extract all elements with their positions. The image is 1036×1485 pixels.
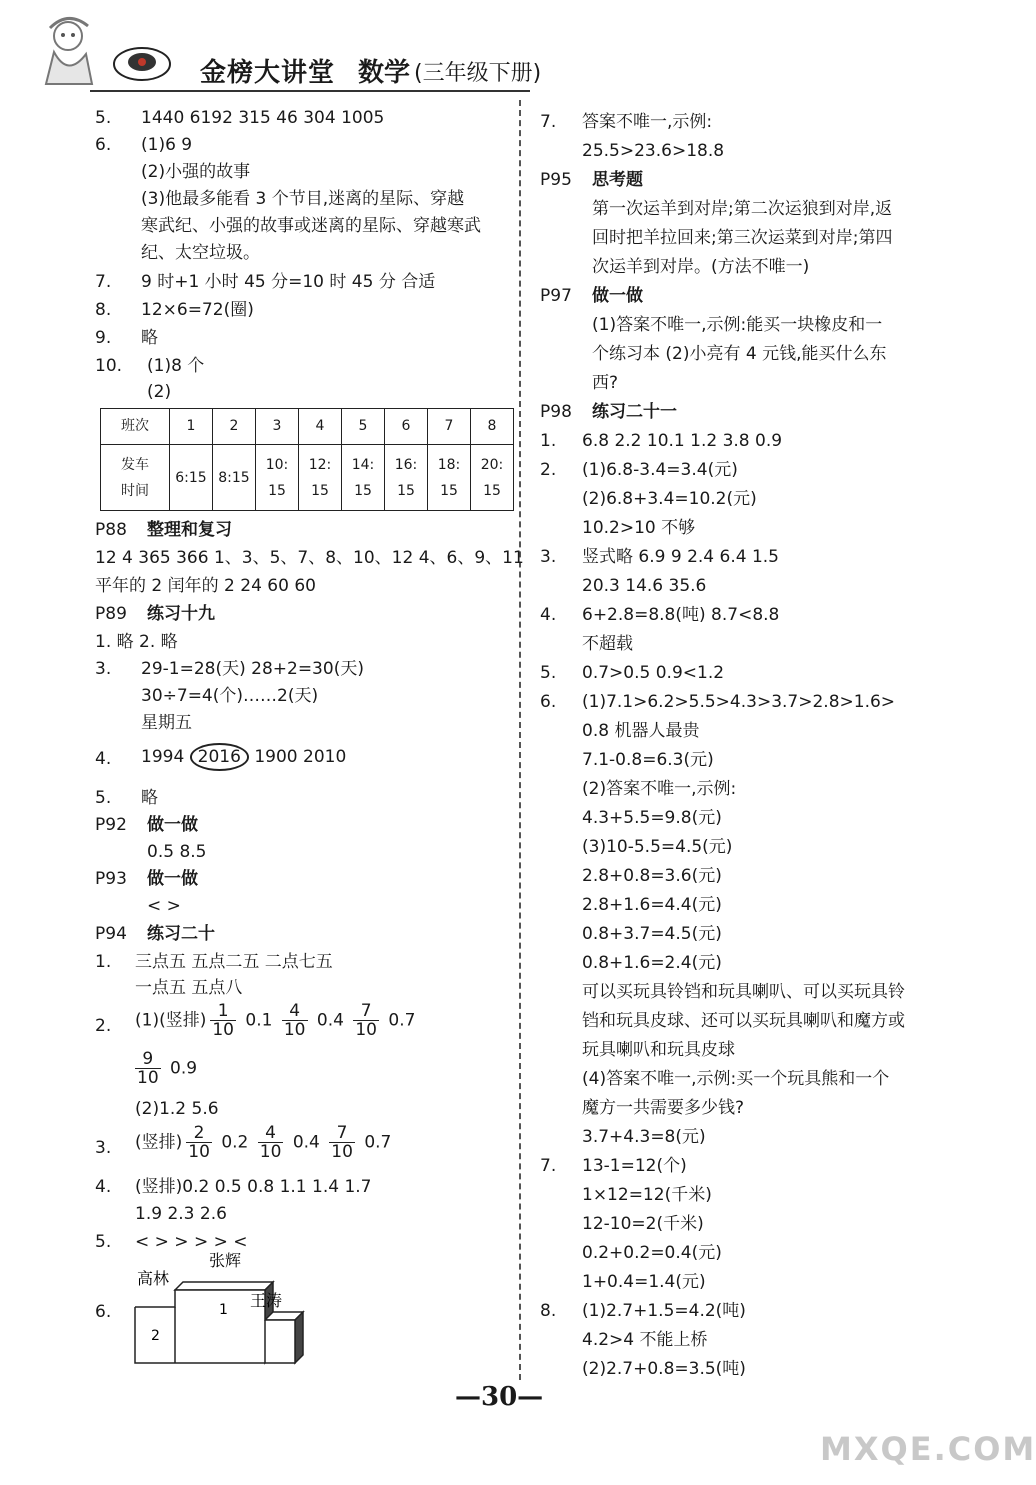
time-line: 15: [354, 482, 372, 499]
watermark: MXQE.COM: [820, 1430, 1036, 1468]
page-reference: P98: [540, 402, 572, 422]
denominator: 10: [137, 1068, 159, 1088]
table-label-line: 时间: [121, 482, 149, 499]
question-number: 7.: [540, 1156, 557, 1176]
section-heading: 练习二十: [147, 924, 215, 944]
question-number: 5.: [95, 1232, 112, 1252]
fraction: [282, 1002, 308, 1039]
time-line: 6:15: [175, 469, 207, 486]
table-cell: [385, 445, 428, 511]
answer-line: (1)6.8-3.4=3.4(元): [582, 460, 738, 480]
page-reference: P97: [540, 286, 572, 306]
answer-line: 13-1=12(个): [582, 1156, 687, 1176]
answer-line: (2)2.7+0.8=3.5(吨): [582, 1359, 746, 1379]
time-line: 16:: [394, 456, 418, 473]
answer-line: 20.3 14.6 35.6: [582, 576, 707, 596]
question-number: 7.: [95, 272, 112, 292]
answer-line: 30÷7=4(个)……2(天): [141, 686, 319, 706]
question-number: 5.: [95, 108, 112, 128]
decimal-value: 0.9: [170, 1058, 198, 1079]
decimal-value: 0.7: [364, 1132, 392, 1153]
answer-line: (4)答案不唯一,示例:买一个玩具熊和一个: [582, 1069, 890, 1089]
fraction: [135, 1050, 161, 1087]
answer-line: 3.7+4.3=8(元): [582, 1127, 706, 1147]
mascot-illustration: [30, 8, 110, 88]
page-reference: P95: [540, 170, 572, 190]
answer-line: 4.3+5.5=9.8(元): [582, 808, 722, 828]
eye-logo-icon: [112, 46, 172, 82]
answer-line: 12 4 365 366 1、3、5、7、8、10、12 4、6、9、11: [95, 548, 524, 568]
answer-line: 不超载: [582, 634, 633, 654]
question-number: 9.: [95, 328, 112, 348]
section-heading: 做一做: [592, 286, 643, 306]
answer-line: 一点五 五点八: [135, 978, 243, 998]
bus-schedule-table: [100, 408, 514, 511]
table-cell: [170, 445, 213, 511]
fraction-answer-line: [131, 1050, 197, 1087]
time-line: 10:: [265, 456, 289, 473]
question-number: 7.: [540, 112, 557, 132]
answer-line: 0.5 8.5: [147, 842, 207, 862]
denominator: 10: [259, 1142, 282, 1162]
time-line: 20:: [480, 456, 504, 473]
question-number: 6.: [95, 135, 112, 155]
answer-line: 三点五 五点二五 二点七五: [135, 952, 333, 972]
table-cell: [428, 445, 471, 511]
answer-line: 个练习本 (2)小亮有 4 元钱,能买什么东: [592, 344, 887, 364]
table-cell: 6: [385, 409, 428, 445]
answer-line: 9 时+1 小时 45 分=10 时 45 分 合适: [141, 272, 436, 292]
answer-prefix: (1)(竖排): [135, 1010, 207, 1031]
table-header-cell: 班次: [101, 409, 170, 445]
page-number: —30—: [455, 1382, 544, 1412]
fraction-answer-line: [135, 1124, 391, 1161]
question-number: 6.: [540, 692, 557, 712]
table-cell: 1: [170, 409, 213, 445]
answer-line: 12×6=72(圈): [141, 300, 254, 320]
answer-line: (1)6 9: [141, 135, 193, 155]
table-cell: [342, 445, 385, 511]
answer-line: 10.2>10 不够: [582, 518, 696, 538]
denominator: 10: [283, 1020, 306, 1040]
time-line: 15: [397, 482, 415, 499]
question-number: 3.: [95, 1138, 112, 1158]
answer-line: < > > > > <: [135, 1232, 248, 1252]
section-heading: 做一做: [147, 869, 198, 889]
answer-line: 0.8+3.7=4.5(元): [582, 924, 722, 944]
podium-place-1: 1: [219, 1302, 228, 1318]
decimal-value: 0.2: [221, 1132, 249, 1153]
answer-line: 西?: [592, 373, 619, 393]
podium-place-3: 3: [275, 1338, 284, 1354]
circled-year-answer: 2016: [190, 743, 249, 771]
answer-line: 次运羊到对岸。(方法不唯一): [592, 257, 810, 277]
answer-line: (1)7.1>6.2>5.5>4.3>3.7>2.8>1.6>: [582, 692, 896, 712]
answer-line: (2)1.2 5.6: [135, 1099, 219, 1119]
answer-line: 回时把羊拉回来;第三次运菜到对岸;第四: [592, 228, 893, 248]
table-header-cell: [101, 445, 170, 511]
answer-line: 0.8+1.6=2.4(元): [582, 953, 722, 973]
table-cell: [213, 445, 256, 511]
answer-line: 第一次运羊到对岸;第二次运狼到对岸,返: [592, 199, 893, 219]
podium-name-second: 高林: [137, 1269, 170, 1288]
time-line: 12:: [308, 456, 332, 473]
answer-line: 魔方一共需要多少钱?: [582, 1098, 745, 1118]
decimal-value: 0.4: [316, 1010, 344, 1031]
answer-line: 2.8+1.6=4.4(元): [582, 895, 722, 915]
column-divider: [519, 100, 522, 1380]
answer-line: 1×12=12(千米): [582, 1185, 712, 1205]
answer-line: 6+2.8=8.8(吨) 8.7<8.8: [582, 605, 780, 625]
answer-line: 1.9 2.3 2.6: [135, 1204, 227, 1224]
denominator: 10: [331, 1142, 353, 1162]
answer-line: 竖式略 6.9 9 2.4 6.4 1.5: [582, 547, 779, 567]
time-line: 15: [311, 482, 329, 499]
table-cell: 2: [213, 409, 256, 445]
answer-line: 星期五: [141, 713, 192, 733]
table-cell: [471, 445, 514, 511]
fraction: [186, 1124, 212, 1161]
table-cell: 8: [471, 409, 514, 445]
numerator: 1: [210, 1002, 236, 1021]
answer-line: [141, 743, 346, 772]
decimal-value: 0.4: [292, 1132, 320, 1153]
page-reference: P92: [95, 815, 127, 835]
answer-line: 6.8 2.2 10.1 1.2 3.8 0.9: [582, 431, 783, 451]
answer-line: 4.2>4 不能上桥: [582, 1330, 708, 1350]
answer-line: 寒武纪、小强的故事或迷离的星际、穿越寒武: [141, 216, 481, 236]
numerator: 2: [186, 1124, 212, 1143]
answer-line: (1)8 个: [147, 356, 205, 376]
podium-name-third: 王涛: [250, 1291, 283, 1310]
question-number: 2.: [95, 1016, 112, 1036]
question-number: 1.: [95, 952, 112, 972]
question-number: 10.: [95, 356, 123, 376]
answer-line: (2)答案不唯一,示例:: [582, 779, 737, 799]
question-number: 4.: [540, 605, 557, 625]
question-number: 5.: [95, 788, 112, 808]
podium-diagram: [125, 1250, 325, 1370]
answer-line: 略: [141, 788, 158, 808]
table-cell: 3: [256, 409, 299, 445]
question-number: 4.: [95, 749, 112, 769]
page-reference: P89: [95, 604, 127, 624]
denominator: 10: [188, 1142, 210, 1162]
fraction: [353, 1002, 379, 1039]
answer-line: (2)6.8+3.4=10.2(元): [582, 489, 757, 509]
page-reference: P93: [95, 869, 127, 889]
fraction: [329, 1124, 355, 1161]
answer-line: 12-10=2(千米): [582, 1214, 704, 1234]
answer-line: 1. 略 2. 略: [95, 632, 178, 652]
time-line: 15: [483, 482, 501, 499]
year-option: 1994: [141, 747, 185, 767]
answer-prefix: (竖排): [135, 1132, 183, 1153]
answer-line: 平年的 2 闰年的 2 24 60 60: [95, 576, 316, 596]
page-reference: P88: [95, 520, 127, 540]
section-heading: 练习十九: [147, 604, 215, 624]
page-reference: P94: [95, 924, 127, 944]
numerator: 7: [353, 1002, 379, 1021]
time-line: 14:: [351, 456, 375, 473]
answer-line: (1)答案不唯一,示例:能买一块橡皮和一: [592, 315, 883, 335]
answer-line: 纪、太空垃圾。: [141, 243, 260, 263]
table-label-line: 发车: [121, 456, 149, 473]
subject-label: 数学: [358, 58, 411, 88]
answer-line: (2)小强的故事: [141, 162, 251, 182]
question-number: 4.: [95, 1177, 112, 1197]
time-line: 18:: [437, 456, 461, 473]
grade-label: (三年级下册): [414, 61, 542, 86]
decimal-value: 0.7: [388, 1010, 416, 1031]
podium-name-first: 张辉: [209, 1251, 242, 1270]
table-cell: [256, 445, 299, 511]
question-number: 8.: [95, 300, 112, 320]
numerator: 7: [329, 1124, 355, 1143]
section-heading: 做一做: [147, 815, 198, 835]
table-cell: 7: [428, 409, 471, 445]
answer-line: 0.8 机器人最贵: [582, 721, 700, 741]
time-line: 15: [440, 482, 458, 499]
question-number: 3.: [540, 547, 557, 567]
question-number: 5.: [540, 663, 557, 683]
question-number: 6.: [95, 1302, 112, 1322]
answer-line: 2.8+0.8=3.6(元): [582, 866, 722, 886]
question-number: 8.: [540, 1301, 557, 1321]
question-number: 3.: [95, 659, 112, 679]
table-cell: 4: [299, 409, 342, 445]
fraction: [258, 1124, 284, 1161]
answer-line: 玩具喇叭和玩具皮球: [582, 1040, 735, 1060]
fraction: [210, 1002, 236, 1039]
question-number: 2.: [540, 460, 557, 480]
answer-line: 1440 6192 315 46 304 1005: [141, 108, 385, 128]
page-header: [0, 0, 1000, 100]
numerator: 4: [282, 1002, 308, 1021]
answer-line: 可以买玩具铃铛和玩具喇叭、可以买玩具铃: [582, 982, 905, 1002]
answer-line: 25.5>23.6>18.8: [582, 141, 725, 161]
answer-line: 0.2+0.2=0.4(元): [582, 1243, 722, 1263]
answer-line: 29-1=28(天) 28+2=30(天): [141, 659, 364, 679]
time-line: 15: [268, 482, 286, 499]
question-number: 1.: [540, 431, 557, 451]
answer-line: 略: [141, 328, 158, 348]
answer-line: 7.1-0.8=6.3(元): [582, 750, 714, 770]
answer-line: (3)他最多能看 3 个节目,迷离的星际、穿越: [141, 189, 465, 209]
podium-place-2: 2: [151, 1328, 160, 1344]
time-line: 8:15: [218, 469, 250, 486]
decimal-value: 0.1: [245, 1010, 273, 1031]
numerator: 9: [135, 1050, 161, 1069]
answer-line: 答案不唯一,示例:: [582, 112, 713, 132]
denominator: 10: [355, 1020, 377, 1040]
book-title: 金榜大讲堂: [200, 58, 336, 88]
section-heading: 整理和复习: [147, 520, 232, 540]
answer-line: (2): [147, 382, 172, 402]
answer-line: (竖排)0.2 0.5 0.8 1.1 1.4 1.7: [135, 1177, 372, 1197]
answer-line: 0.7>0.5 0.9<1.2: [582, 663, 725, 683]
header-rule: [90, 90, 530, 92]
year-option: 1900 2010: [254, 747, 347, 767]
section-heading: 练习二十一: [592, 402, 677, 422]
numerator: 4: [258, 1124, 284, 1143]
answer-line: 铛和玩具皮球、还可以买玩具喇叭和魔方或: [582, 1011, 905, 1031]
fraction-answer-line: [135, 1002, 415, 1039]
table-cell: [299, 445, 342, 511]
answer-line: (1)2.7+1.5=4.2(吨): [582, 1301, 746, 1321]
denominator: 10: [212, 1020, 234, 1040]
answer-line: < >: [147, 896, 181, 916]
table-cell: 5: [342, 409, 385, 445]
answer-line: (3)10-5.5=4.5(元): [582, 837, 733, 857]
section-heading: 思考题: [592, 170, 643, 190]
answer-line: 1+0.4=1.4(元): [582, 1272, 706, 1292]
